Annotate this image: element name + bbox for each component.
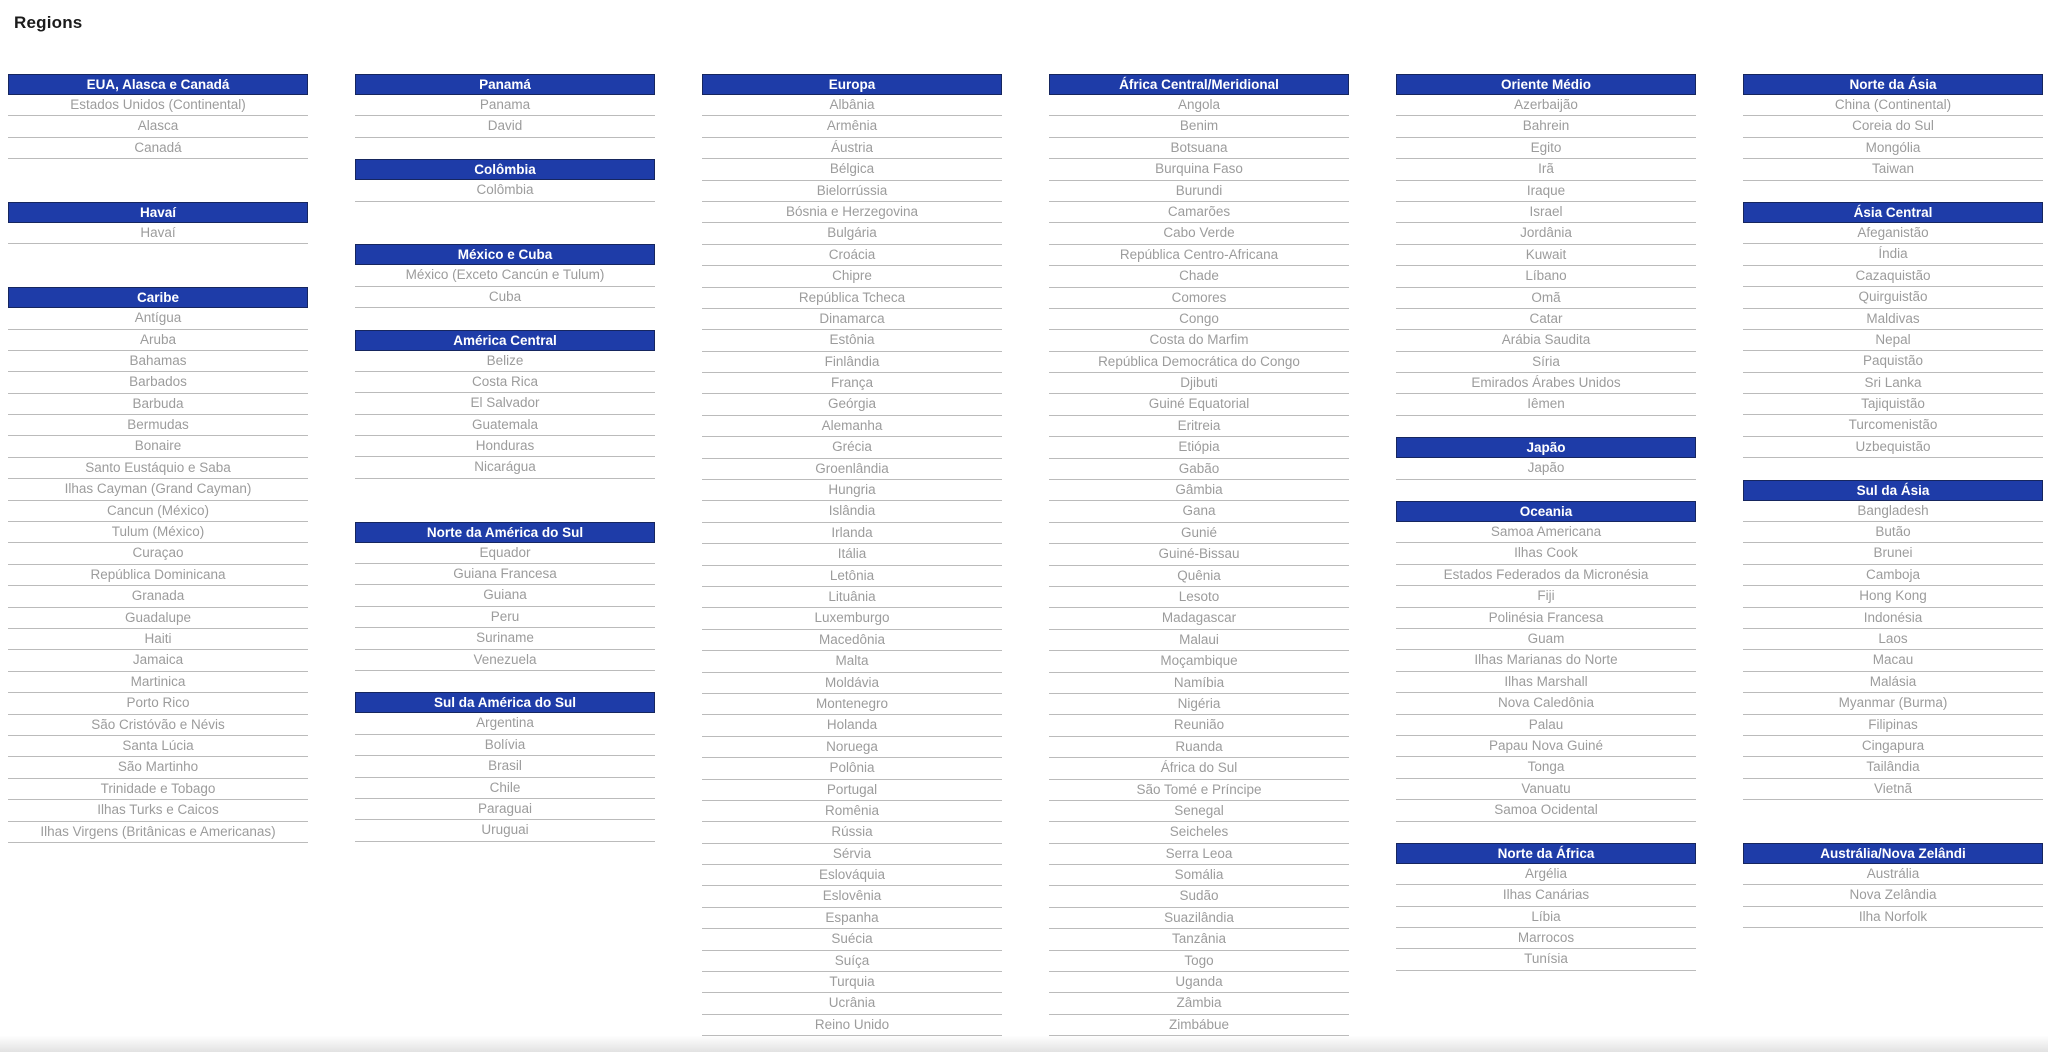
group-spacer: [8, 181, 308, 202]
group-spacer: [355, 500, 655, 521]
region-item[interactable]: Hong Kong: [1743, 586, 2043, 607]
region-item[interactable]: Alemanha: [702, 416, 1002, 437]
region-item[interactable]: Filipinas: [1743, 715, 2043, 736]
region-item[interactable]: Ilha Norfolk: [1743, 907, 2043, 928]
region-item[interactable]: Bahrein: [1396, 116, 1696, 137]
region-item[interactable]: Bahamas: [8, 351, 308, 372]
region-item[interactable]: Bulgária: [702, 223, 1002, 244]
region-group-header: Sul da Ásia: [1743, 480, 2043, 501]
region-item[interactable]: Tulum (México): [8, 522, 308, 543]
group-spacer: [1396, 416, 1696, 437]
region-item[interactable]: Quirguistão: [1743, 287, 2043, 308]
region-item[interactable]: Brasil: [355, 756, 655, 777]
region-item[interactable]: Cancun (México): [8, 501, 308, 522]
region-item[interactable]: Egito: [1396, 138, 1696, 159]
region-item[interactable]: Guiana: [355, 585, 655, 606]
region-item[interactable]: Guatemala: [355, 415, 655, 436]
region-item[interactable]: Ilhas Cayman (Grand Cayman): [8, 479, 308, 500]
region-item[interactable]: Áustria: [702, 138, 1002, 159]
group-spacer: [8, 244, 308, 265]
region-item[interactable]: Guiana Francesa: [355, 564, 655, 585]
region-item[interactable]: Estados Unidos (Continental): [8, 95, 308, 116]
region-item[interactable]: Togo: [1049, 951, 1349, 972]
region-item[interactable]: Líbano: [1396, 266, 1696, 287]
region-item[interactable]: São Cristóvão e Névis: [8, 715, 308, 736]
region-item[interactable]: Curaçao: [8, 543, 308, 564]
region-item[interactable]: Zâmbia: [1049, 993, 1349, 1014]
region-item[interactable]: República Dominicana: [8, 565, 308, 586]
region-item[interactable]: República Democrática do Congo: [1049, 352, 1349, 373]
region-item[interactable]: Ruanda: [1049, 737, 1349, 758]
region-group-header: Sul da América do Sul: [355, 692, 655, 713]
region-item[interactable]: Camboja: [1743, 565, 2043, 586]
region-item[interactable]: Brunei: [1743, 543, 2043, 564]
region-item[interactable]: Eritreia: [1049, 416, 1349, 437]
region-item[interactable]: Sudão: [1049, 886, 1349, 907]
region-item[interactable]: Portugal: [702, 780, 1002, 801]
region-item[interactable]: Barbados: [8, 372, 308, 393]
region-item[interactable]: Iraque: [1396, 181, 1696, 202]
region-item[interactable]: Colômbia: [355, 180, 655, 201]
region-group-header: Norte da Ásia: [1743, 74, 2043, 95]
region-item[interactable]: Irlanda: [702, 523, 1002, 544]
region-item[interactable]: Venezuela: [355, 650, 655, 671]
region-item[interactable]: Groenlândia: [702, 459, 1002, 480]
region-item[interactable]: Vanuatu: [1396, 779, 1696, 800]
region-item[interactable]: Mongólia: [1743, 138, 2043, 159]
group-spacer: [355, 479, 655, 500]
region-item[interactable]: Finlândia: [702, 352, 1002, 373]
region-item[interactable]: Alasca: [8, 116, 308, 137]
region-item[interactable]: Suazilândia: [1049, 908, 1349, 929]
region-item[interactable]: Omã: [1396, 288, 1696, 309]
region-item[interactable]: Macedônia: [702, 630, 1002, 651]
region-item[interactable]: Japão: [1396, 458, 1696, 479]
group-spacer: [1743, 458, 2043, 479]
region-item[interactable]: Santa Lúcia: [8, 736, 308, 757]
region-item[interactable]: Emirados Árabes Unidos: [1396, 373, 1696, 394]
region-item[interactable]: Chade: [1049, 266, 1349, 287]
group-spacer: [8, 159, 308, 180]
region-item[interactable]: Samoa Ocidental: [1396, 800, 1696, 821]
region-item[interactable]: Bósnia e Herzegovina: [702, 202, 1002, 223]
region-item[interactable]: Nova Zelândia: [1743, 885, 2043, 906]
region-item[interactable]: Chipre: [702, 266, 1002, 287]
group-spacer: [1396, 822, 1696, 843]
region-item[interactable]: São Tomé e Príncipe: [1049, 780, 1349, 801]
region-item[interactable]: Holanda: [702, 715, 1002, 736]
region-group-header: Austrália/Nova Zelândi: [1743, 843, 2043, 864]
region-item[interactable]: Haiti: [8, 629, 308, 650]
region-item[interactable]: Malásia: [1743, 672, 2043, 693]
region-group-header: México e Cuba: [355, 244, 655, 265]
region-item[interactable]: Nova Caledônia: [1396, 693, 1696, 714]
region-item[interactable]: Eslováquia: [702, 865, 1002, 886]
group-spacer: [355, 223, 655, 244]
region-item[interactable]: Quênia: [1049, 566, 1349, 587]
region-item[interactable]: Maldivas: [1743, 309, 2043, 330]
region-item[interactable]: Seicheles: [1049, 822, 1349, 843]
region-item[interactable]: Tailândia: [1743, 757, 2043, 778]
region-item[interactable]: Malta: [702, 651, 1002, 672]
region-item[interactable]: Barbuda: [8, 394, 308, 415]
region-column-2: [355, 74, 655, 842]
region-item[interactable]: Bolívia: [355, 735, 655, 756]
region-item[interactable]: Gunié: [1049, 523, 1349, 544]
region-item[interactable]: Congo: [1049, 309, 1349, 330]
region-item[interactable]: Afeganistão: [1743, 223, 2043, 244]
region-item[interactable]: Honduras: [355, 436, 655, 457]
region-item[interactable]: Zimbábue: [1049, 1015, 1349, 1036]
region-item[interactable]: Granada: [8, 586, 308, 607]
region-item[interactable]: Santo Eustáquio e Saba: [8, 458, 308, 479]
region-item[interactable]: Ilhas Canárias: [1396, 885, 1696, 906]
region-item[interactable]: Bangladesh: [1743, 501, 2043, 522]
region-item[interactable]: Cazaquistão: [1743, 266, 2043, 287]
region-item[interactable]: Uruguai: [355, 820, 655, 841]
region-item[interactable]: Ilhas Turks e Caicos: [8, 800, 308, 821]
region-item[interactable]: México (Exceto Cancún e Tulum): [355, 265, 655, 286]
region-group-header: Oceania: [1396, 501, 1696, 522]
group-spacer: [1396, 480, 1696, 501]
region-item[interactable]: Paraguai: [355, 799, 655, 820]
region-item[interactable]: Guiné Equatorial: [1049, 394, 1349, 415]
region-item[interactable]: Nepal: [1743, 330, 2043, 351]
region-item[interactable]: Luxemburgo: [702, 608, 1002, 629]
region-item[interactable]: Hungria: [702, 480, 1002, 501]
region-item[interactable]: Uzbequistão: [1743, 437, 2043, 458]
region-item[interactable]: Chile: [355, 778, 655, 799]
region-item[interactable]: Jamaica: [8, 650, 308, 671]
region-item[interactable]: Bielorrússia: [702, 181, 1002, 202]
group-spacer: [1743, 822, 2043, 843]
region-item[interactable]: França: [702, 373, 1002, 394]
region-item[interactable]: Ilhas Cook: [1396, 543, 1696, 564]
region-item[interactable]: Laos: [1743, 629, 2043, 650]
region-item[interactable]: Panama: [355, 95, 655, 116]
region-item[interactable]: Rússia: [702, 822, 1002, 843]
region-item[interactable]: Namíbia: [1049, 673, 1349, 694]
region-item[interactable]: Peru: [355, 607, 655, 628]
region-item[interactable]: Gabão: [1049, 459, 1349, 480]
region-item[interactable]: Bélgica: [702, 159, 1002, 180]
region-group-header: Panamá: [355, 74, 655, 95]
group-spacer: [355, 671, 655, 692]
region-item[interactable]: Lesoto: [1049, 587, 1349, 608]
region-item[interactable]: Samoa Americana: [1396, 522, 1696, 543]
region-item[interactable]: Equador: [355, 543, 655, 564]
region-item[interactable]: Nicarágua: [355, 457, 655, 478]
region-item[interactable]: Moçambique: [1049, 651, 1349, 672]
region-group-header: Caribe: [8, 287, 308, 308]
region-item[interactable]: Cabo Verde: [1049, 223, 1349, 244]
region-item[interactable]: Sérvia: [702, 844, 1002, 865]
region-column-4: [1049, 74, 1349, 1036]
region-item[interactable]: Bonaire: [8, 436, 308, 457]
region-item[interactable]: Antígua: [8, 308, 308, 329]
region-item[interactable]: Canadá: [8, 138, 308, 159]
region-group-header: Ásia Central: [1743, 202, 2043, 223]
group-spacer: [1743, 181, 2043, 202]
region-item[interactable]: Itália: [702, 544, 1002, 565]
region-item[interactable]: Senegal: [1049, 801, 1349, 822]
region-group-header: EUA, Alasca e Canadá: [8, 74, 308, 95]
region-item[interactable]: Armênia: [702, 116, 1002, 137]
region-item[interactable]: Kuwait: [1396, 245, 1696, 266]
group-spacer: [355, 308, 655, 329]
region-item[interactable]: Eslovênia: [702, 886, 1002, 907]
region-group-header: Norte da América do Sul: [355, 522, 655, 543]
region-item[interactable]: Croácia: [702, 245, 1002, 266]
region-item[interactable]: Suíça: [702, 951, 1002, 972]
region-item[interactable]: Trinidade e Tobago: [8, 779, 308, 800]
region-item[interactable]: Cingapura: [1743, 736, 2043, 757]
region-item[interactable]: Etiópia: [1049, 437, 1349, 458]
region-item[interactable]: Comores: [1049, 288, 1349, 309]
region-column-5: [1396, 74, 1696, 971]
region-item[interactable]: Síria: [1396, 352, 1696, 373]
region-item[interactable]: Noruega: [702, 737, 1002, 758]
region-item[interactable]: Macau: [1743, 650, 2043, 671]
region-item[interactable]: Argélia: [1396, 864, 1696, 885]
region-item[interactable]: Guadalupe: [8, 608, 308, 629]
region-item[interactable]: Tunísia: [1396, 949, 1696, 970]
region-column-1: [8, 74, 308, 843]
region-item[interactable]: David: [355, 116, 655, 137]
region-item[interactable]: Costa Rica: [355, 372, 655, 393]
region-group-header: Europa: [702, 74, 1002, 95]
region-item[interactable]: Vietnã: [1743, 779, 2043, 800]
group-spacer: [1743, 800, 2043, 821]
bottom-edge: [0, 1036, 2048, 1052]
region-item[interactable]: Martinica: [8, 672, 308, 693]
region-item[interactable]: Burundi: [1049, 181, 1349, 202]
region-item[interactable]: Moldávia: [702, 673, 1002, 694]
region-item[interactable]: Estônia: [702, 330, 1002, 351]
region-item[interactable]: Romênia: [702, 801, 1002, 822]
region-group-header: Oriente Médio: [1396, 74, 1696, 95]
region-item[interactable]: Gana: [1049, 501, 1349, 522]
region-item[interactable]: Montenegro: [702, 694, 1002, 715]
region-item[interactable]: Ilhas Virgens (Britânicas e Americanas): [8, 822, 308, 843]
region-item[interactable]: São Martinho: [8, 757, 308, 778]
region-item[interactable]: Tanzânia: [1049, 929, 1349, 950]
region-item[interactable]: República Tcheca: [702, 288, 1002, 309]
region-item[interactable]: Índia: [1743, 244, 2043, 265]
region-item[interactable]: Butão: [1743, 522, 2043, 543]
region-item[interactable]: Guiné-Bissau: [1049, 544, 1349, 565]
region-item[interactable]: Myanmar (Burma): [1743, 693, 2043, 714]
region-item[interactable]: Ilhas Marshall: [1396, 672, 1696, 693]
region-item[interactable]: Bermudas: [8, 415, 308, 436]
region-item[interactable]: República Centro-Africana: [1049, 245, 1349, 266]
region-item[interactable]: Dinamarca: [702, 309, 1002, 330]
region-item[interactable]: Coreia do Sul: [1743, 116, 2043, 137]
region-item[interactable]: Turcomenistão: [1743, 415, 2043, 436]
region-item[interactable]: Guam: [1396, 629, 1696, 650]
region-item[interactable]: Taiwan: [1743, 159, 2043, 180]
region-item[interactable]: Uganda: [1049, 972, 1349, 993]
region-item[interactable]: Paquistão: [1743, 351, 2043, 372]
region-item[interactable]: Reino Unido: [702, 1015, 1002, 1036]
region-item[interactable]: Cuba: [355, 287, 655, 308]
region-item[interactable]: Líbia: [1396, 907, 1696, 928]
region-item[interactable]: Malaui: [1049, 630, 1349, 651]
region-group-header: América Central: [355, 330, 655, 351]
region-item[interactable]: Ucrânia: [702, 993, 1002, 1014]
region-item[interactable]: Camarões: [1049, 202, 1349, 223]
region-item[interactable]: Argentina: [355, 713, 655, 734]
region-group-header: Norte da África: [1396, 843, 1696, 864]
region-item[interactable]: Belize: [355, 351, 655, 372]
region-item[interactable]: Benim: [1049, 116, 1349, 137]
region-item[interactable]: Turquia: [702, 972, 1002, 993]
region-column-6: [1743, 74, 2043, 928]
group-spacer: [355, 202, 655, 223]
region-item[interactable]: Lituânia: [702, 587, 1002, 608]
region-item[interactable]: Botsuana: [1049, 138, 1349, 159]
region-item[interactable]: Porto Rico: [8, 693, 308, 714]
region-item[interactable]: Burquina Faso: [1049, 159, 1349, 180]
region-item[interactable]: Iêmen: [1396, 394, 1696, 415]
region-item[interactable]: Somália: [1049, 865, 1349, 886]
region-item[interactable]: Papau Nova Guiné: [1396, 736, 1696, 757]
regions-columns: [8, 74, 2043, 1036]
region-item[interactable]: Costa do Marfim: [1049, 330, 1349, 351]
region-item[interactable]: Tonga: [1396, 757, 1696, 778]
region-item[interactable]: Angola: [1049, 95, 1349, 116]
region-item[interactable]: Arábia Saudita: [1396, 330, 1696, 351]
region-group-header: Havaí: [8, 202, 308, 223]
region-group-header: África Central/Meridional: [1049, 74, 1349, 95]
region-item[interactable]: Suriname: [355, 628, 655, 649]
region-item[interactable]: Palau: [1396, 715, 1696, 736]
region-item[interactable]: Havaí: [8, 223, 308, 244]
region-item[interactable]: Djibuti: [1049, 373, 1349, 394]
region-item[interactable]: Aruba: [8, 330, 308, 351]
region-item[interactable]: Gâmbia: [1049, 480, 1349, 501]
region-item[interactable]: Polinésia Francesa: [1396, 608, 1696, 629]
region-item[interactable]: Sri Lanka: [1743, 373, 2043, 394]
region-item[interactable]: Islândia: [702, 501, 1002, 522]
region-group-header: Japão: [1396, 437, 1696, 458]
region-group-header: Colômbia: [355, 159, 655, 180]
region-item[interactable]: Estados Federados da Micronésia: [1396, 565, 1696, 586]
region-item[interactable]: Geórgia: [702, 394, 1002, 415]
region-item[interactable]: Marrocos: [1396, 928, 1696, 949]
region-item[interactable]: Catar: [1396, 309, 1696, 330]
region-item[interactable]: China (Continental): [1743, 95, 2043, 116]
region-item[interactable]: Jordânia: [1396, 223, 1696, 244]
region-item[interactable]: Suécia: [702, 929, 1002, 950]
region-item[interactable]: Ilhas Marianas do Norte: [1396, 650, 1696, 671]
region-item[interactable]: Nigéria: [1049, 694, 1349, 715]
page-title: Regions: [14, 13, 83, 32]
region-item[interactable]: África do Sul: [1049, 758, 1349, 779]
region-item[interactable]: Indonésia: [1743, 608, 2043, 629]
region-item[interactable]: Letônia: [702, 566, 1002, 587]
region-item[interactable]: Tajiquistão: [1743, 394, 2043, 415]
region-item[interactable]: Irã: [1396, 159, 1696, 180]
region-item[interactable]: El Salvador: [355, 393, 655, 414]
region-item[interactable]: Espanha: [702, 908, 1002, 929]
region-column-3: [702, 74, 1002, 1036]
region-item[interactable]: Polônia: [702, 758, 1002, 779]
region-item[interactable]: Serra Leoa: [1049, 844, 1349, 865]
region-item[interactable]: Albânia: [702, 95, 1002, 116]
region-item[interactable]: Reunião: [1049, 715, 1349, 736]
region-item[interactable]: Grécia: [702, 437, 1002, 458]
region-item[interactable]: Austrália: [1743, 864, 2043, 885]
region-item[interactable]: Madagascar: [1049, 608, 1349, 629]
group-spacer: [355, 138, 655, 159]
region-item[interactable]: Fiji: [1396, 586, 1696, 607]
region-item[interactable]: Israel: [1396, 202, 1696, 223]
region-item[interactable]: Azerbaijão: [1396, 95, 1696, 116]
group-spacer: [8, 266, 308, 287]
